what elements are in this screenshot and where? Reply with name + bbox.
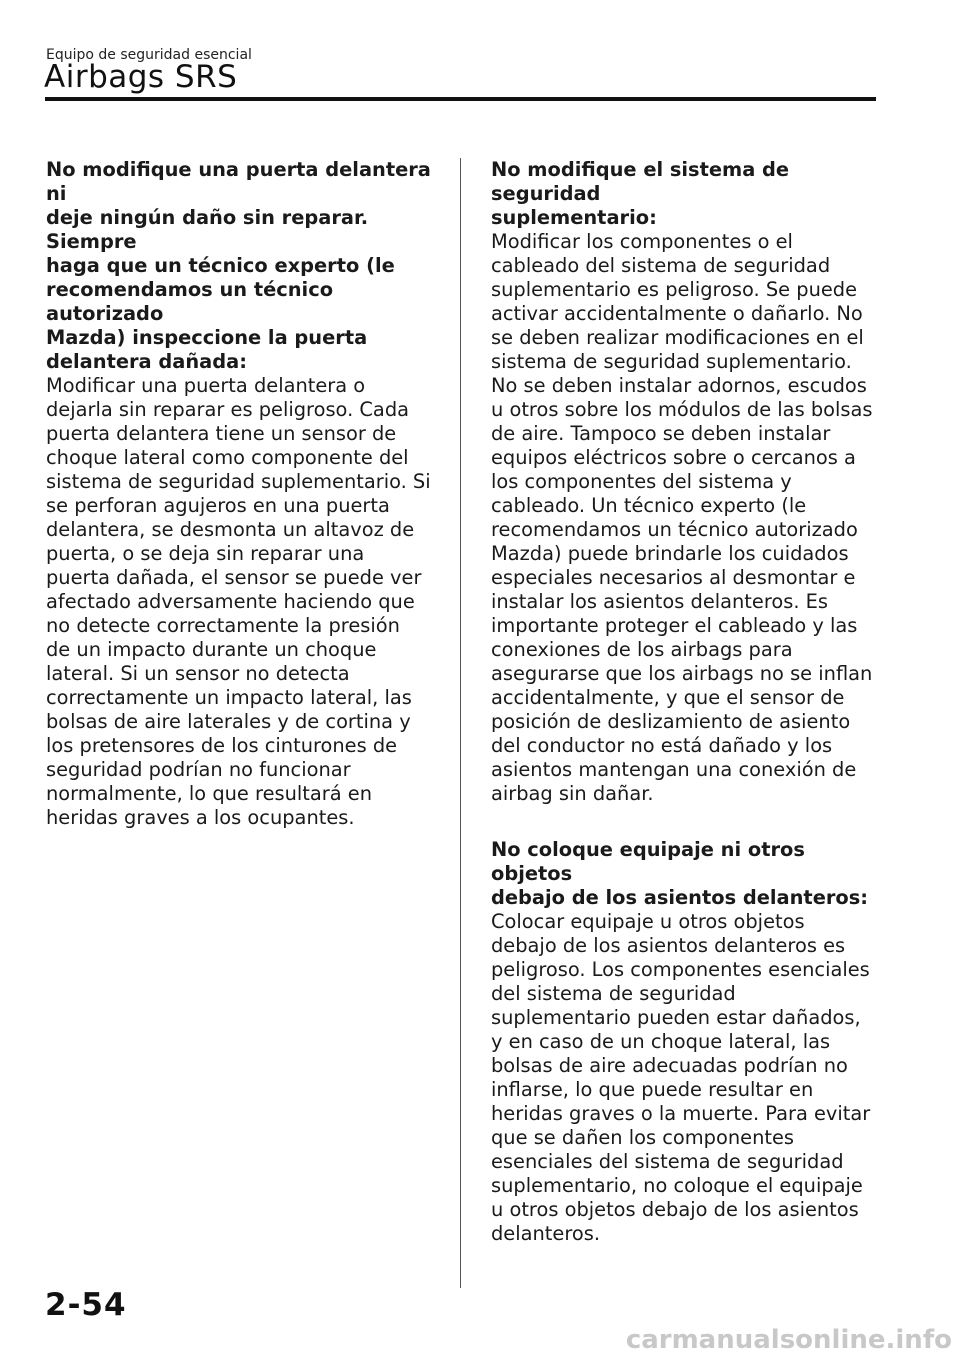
column-divider <box>460 158 461 1288</box>
text-line: importante proteger el cableado y las <box>491 614 858 637</box>
text-line: No coloque equipaje ni otros objetos <box>491 838 805 885</box>
text-line: inflarse, lo que puede resultar en <box>491 1078 814 1101</box>
text-line: asegurarse que los airbags no se inflan <box>491 662 873 685</box>
left-heading <box>46 158 446 374</box>
text-line: accidentalmente, y que el sensor de <box>491 686 845 709</box>
section-gap <box>491 806 881 838</box>
text-line: heridas graves a los ocupantes. <box>46 806 355 829</box>
text-line: puerta, o se deja sin reparar una <box>46 542 365 565</box>
text-line: del conductor no está dañado y los <box>491 734 833 757</box>
header-rule <box>45 97 876 101</box>
text-line: no detecte correctamente la presión <box>46 614 400 637</box>
text-line: airbag sin dañar. <box>491 782 654 805</box>
text-line: se perforan agujeros en una puerta <box>46 494 390 517</box>
text-line: normalmente, lo que resultará en <box>46 782 372 805</box>
text-line: conexiones de los airbags para <box>491 638 793 661</box>
text-line: deje ningún daño sin reparar. Siempre <box>46 206 369 253</box>
text-line: que se dañen los componentes <box>491 1126 794 1149</box>
text-line: puerta dañada, el sensor se puede ver <box>46 566 422 589</box>
text-line: de aire. Tampoco se deben instalar <box>491 422 831 445</box>
right-body-1 <box>491 230 881 806</box>
text-line: activar accidentalmente o dañarlo. No <box>491 302 863 325</box>
text-line: sistema de seguridad suplementario. <box>491 350 852 373</box>
text-line: u otros objetos debajo de los asientos <box>491 1198 859 1221</box>
text-line: asientos mantengan una conexión de <box>491 758 857 781</box>
text-line: suplementario es peligroso. Se puede <box>491 278 858 301</box>
text-line: heridas graves o la muerte. Para evitar <box>491 1102 871 1125</box>
text-line: Mazda) inspeccione la puerta <box>46 326 368 349</box>
text-line: sistema de seguridad suplementario. Si <box>46 470 431 493</box>
text-line: debajo de los asientos delanteros es <box>491 934 846 957</box>
text-line: equipos eléctricos sobre o cercanos a <box>491 446 856 469</box>
text-line: especiales necesarios al desmontar e <box>491 566 856 589</box>
text-line: delanteros. <box>491 1222 601 1245</box>
text-line: instalar los asientos delanteros. Es <box>491 590 829 613</box>
text-line: de un impacto durante un choque <box>46 638 377 661</box>
text-line: suplementario: <box>491 206 657 229</box>
right-heading-1 <box>491 158 881 230</box>
text-line: cableado del sistema de seguridad <box>491 254 831 277</box>
left-column <box>46 158 446 830</box>
text-line: choque lateral como componente del <box>46 446 409 469</box>
text-line: Modificar los componentes o el <box>491 230 793 253</box>
text-line: Modificar una puerta delantera o <box>46 374 366 397</box>
watermark: carmanualsonline.info <box>625 1325 952 1355</box>
text-line: peligroso. Los componentes esenciales <box>491 958 870 981</box>
text-line: puerta delantera tiene un sensor de <box>46 422 397 445</box>
text-line: No modifique el sistema de seguridad <box>491 158 790 205</box>
text-line: Mazda) puede brindarle los cuidados <box>491 542 849 565</box>
right-heading-2 <box>491 838 881 910</box>
text-line: del sistema de seguridad <box>491 982 736 1005</box>
text-line: delantera, se desmonta un altavoz de <box>46 518 415 541</box>
text-line: dejarla sin reparar es peligroso. Cada <box>46 398 410 421</box>
text-line: lateral. Si un sensor no detecta <box>46 662 350 685</box>
text-line: No se deben instalar adornos, escudos <box>491 374 867 397</box>
text-line: suplementario, no coloque el equipaje <box>491 1174 863 1197</box>
text-line: y en caso de un choque lateral, las <box>491 1030 831 1053</box>
text-line: debajo de los asientos delanteros: <box>491 886 869 909</box>
text-line: se deben realizar modificaciones en el <box>491 326 864 349</box>
text-line: recomendamos un técnico autorizado <box>491 518 858 541</box>
text-line: recomendamos un técnico autorizado <box>46 278 334 325</box>
text-line: haga que un técnico experto (le <box>46 254 395 277</box>
text-line: esenciales del sistema de seguridad <box>491 1150 844 1173</box>
text-line: No modifique una puerta delantera ni <box>46 158 431 205</box>
section-label: Equipo de seguridad esencial <box>46 47 252 63</box>
text-line: afectado adversamente haciendo que <box>46 590 415 613</box>
text-line: u otros sobre los módulos de las bolsas <box>491 398 873 421</box>
text-line: delantera dañada: <box>46 350 247 373</box>
text-line: bolsas de aire adecuadas podrían no <box>491 1054 848 1077</box>
page-title: Airbags SRS <box>44 59 238 95</box>
text-line: los pretensores de los cinturones de <box>46 734 398 757</box>
text-line: los componentes del sistema y <box>491 470 792 493</box>
text-line: posición de deslizamiento de asiento <box>491 710 851 733</box>
right-column <box>491 158 881 1246</box>
text-line: correctamente un impacto lateral, las <box>46 686 412 709</box>
left-body <box>46 374 446 830</box>
text-line: suplementario pueden estar dañados, <box>491 1006 861 1029</box>
right-body-2 <box>491 910 881 1246</box>
text-line: Colocar equipaje u otros objetos <box>491 910 805 933</box>
text-line: bolsas de aire laterales y de cortina y <box>46 710 411 733</box>
text-line: seguridad podrían no funcionar <box>46 758 351 781</box>
page-number: 2-54 <box>45 1287 127 1323</box>
text-line: cableado. Un técnico experto (le <box>491 494 807 517</box>
